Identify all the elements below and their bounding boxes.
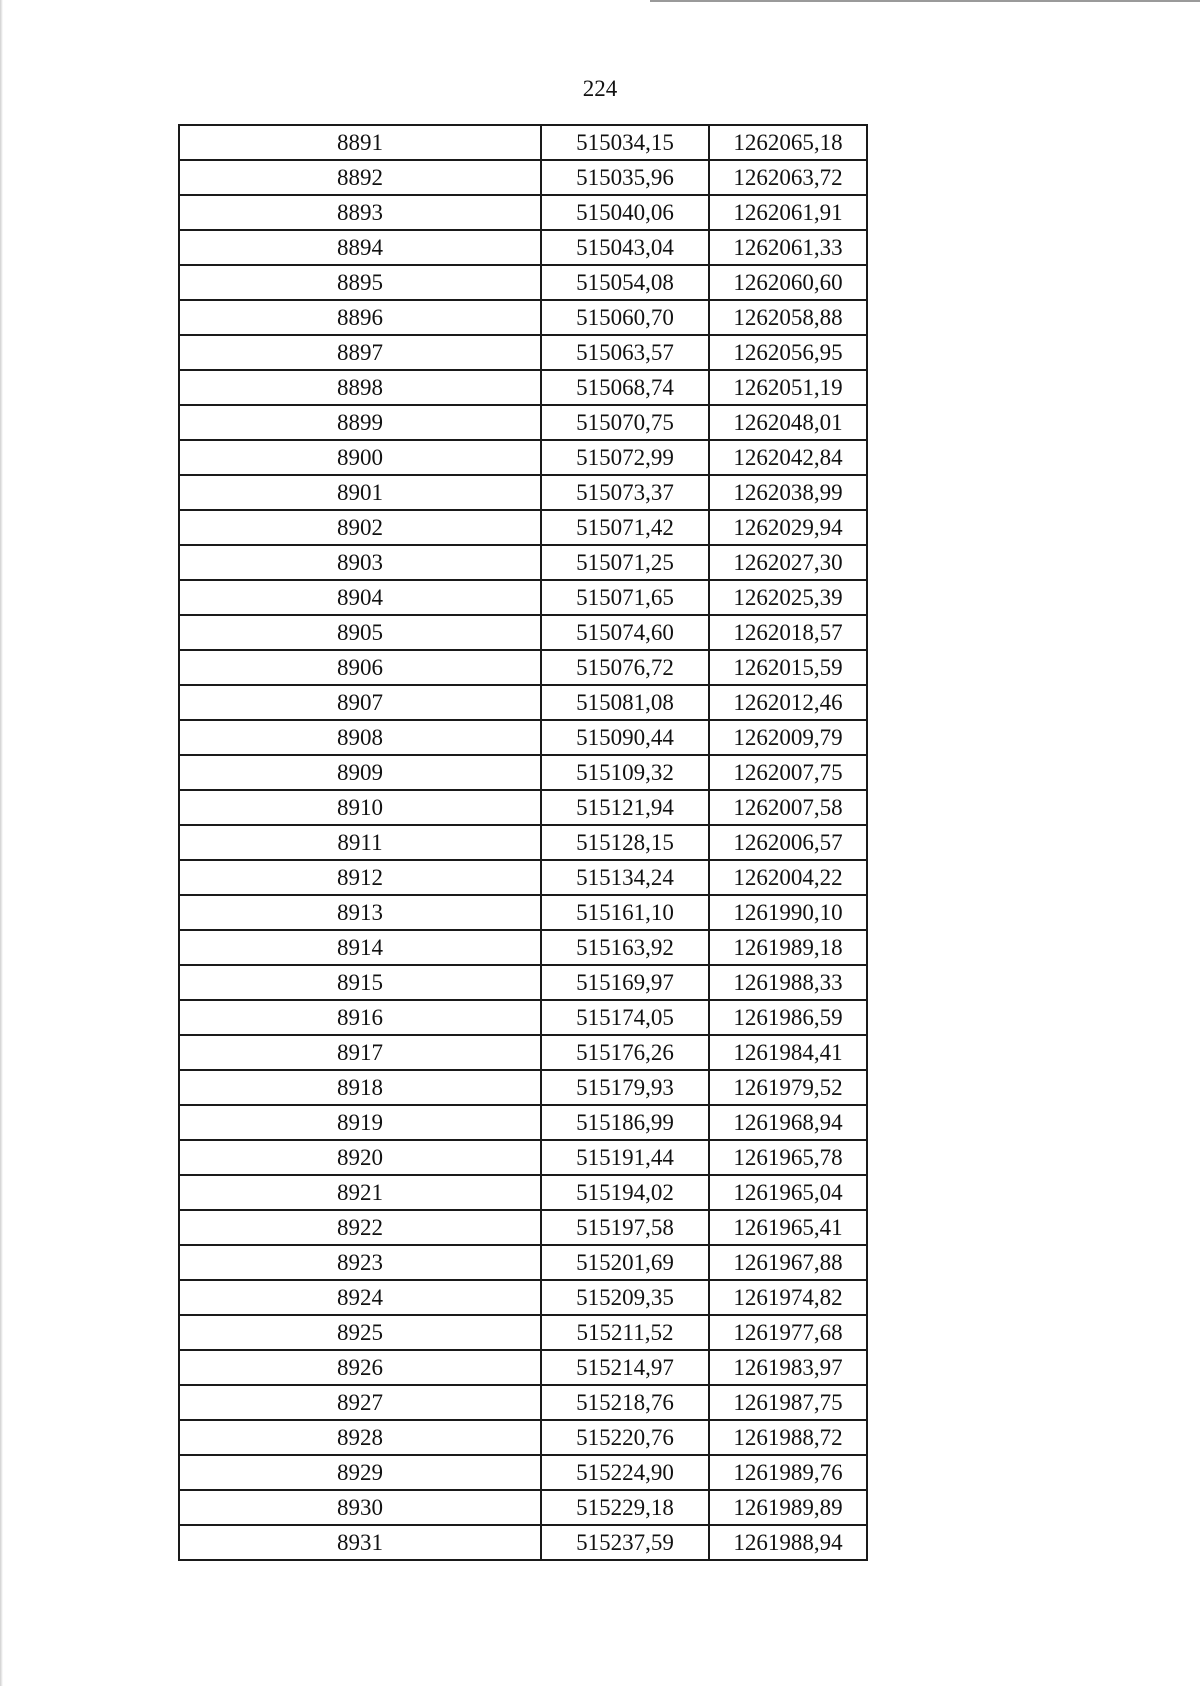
point-number-cell: 8910 bbox=[179, 790, 541, 825]
x-coordinate-cell: 515040,06 bbox=[541, 195, 709, 230]
table-row bbox=[179, 1035, 867, 1070]
point-number-cell: 8898 bbox=[179, 370, 541, 405]
point-number-cell: 8931 bbox=[179, 1525, 541, 1560]
table-row bbox=[179, 965, 867, 1000]
x-coordinate-cell: 515072,99 bbox=[541, 440, 709, 475]
y-coordinate-cell: 1262061,33 bbox=[709, 230, 867, 265]
x-coordinate-cell: 515229,18 bbox=[541, 1490, 709, 1525]
y-coordinate-cell: 1261986,59 bbox=[709, 1000, 867, 1035]
point-number-cell: 8915 bbox=[179, 965, 541, 1000]
table-row bbox=[179, 615, 867, 650]
x-coordinate-cell: 515071,65 bbox=[541, 580, 709, 615]
scan-edge bbox=[0, 0, 3, 1686]
y-coordinate-cell: 1261989,18 bbox=[709, 930, 867, 965]
y-coordinate-cell: 1262056,95 bbox=[709, 335, 867, 370]
table-row bbox=[179, 930, 867, 965]
point-number-cell: 8924 bbox=[179, 1280, 541, 1315]
point-number-cell: 8913 bbox=[179, 895, 541, 930]
table-row bbox=[179, 1175, 867, 1210]
y-coordinate-cell: 1262051,19 bbox=[709, 370, 867, 405]
x-coordinate-cell: 515121,94 bbox=[541, 790, 709, 825]
point-number-cell: 8914 bbox=[179, 930, 541, 965]
x-coordinate-cell: 515209,35 bbox=[541, 1280, 709, 1315]
table-row bbox=[179, 1420, 867, 1455]
x-coordinate-cell: 515194,02 bbox=[541, 1175, 709, 1210]
y-coordinate-cell: 1262012,46 bbox=[709, 685, 867, 720]
point-number-cell: 8909 bbox=[179, 755, 541, 790]
table-row bbox=[179, 790, 867, 825]
y-coordinate-cell: 1262027,30 bbox=[709, 545, 867, 580]
y-coordinate-cell: 1261965,41 bbox=[709, 1210, 867, 1245]
y-coordinate-cell: 1261974,82 bbox=[709, 1280, 867, 1315]
point-number-cell: 8925 bbox=[179, 1315, 541, 1350]
table-row bbox=[179, 1070, 867, 1105]
point-number-cell: 8930 bbox=[179, 1490, 541, 1525]
y-coordinate-cell: 1262007,58 bbox=[709, 790, 867, 825]
x-coordinate-cell: 515068,74 bbox=[541, 370, 709, 405]
table-row bbox=[179, 125, 867, 160]
y-coordinate-cell: 1262061,91 bbox=[709, 195, 867, 230]
x-coordinate-cell: 515035,96 bbox=[541, 160, 709, 195]
y-coordinate-cell: 1261990,10 bbox=[709, 895, 867, 930]
table-row bbox=[179, 1210, 867, 1245]
x-coordinate-cell: 515071,25 bbox=[541, 545, 709, 580]
table-row bbox=[179, 265, 867, 300]
point-number-cell: 8920 bbox=[179, 1140, 541, 1175]
y-coordinate-cell: 1262048,01 bbox=[709, 405, 867, 440]
point-number-cell: 8894 bbox=[179, 230, 541, 265]
y-coordinate-cell: 1261983,97 bbox=[709, 1350, 867, 1385]
point-number-cell: 8921 bbox=[179, 1175, 541, 1210]
table-row bbox=[179, 1280, 867, 1315]
point-number-cell: 8912 bbox=[179, 860, 541, 895]
point-number-cell: 8923 bbox=[179, 1245, 541, 1280]
point-number-cell: 8916 bbox=[179, 1000, 541, 1035]
x-coordinate-cell: 515161,10 bbox=[541, 895, 709, 930]
table-row bbox=[179, 1315, 867, 1350]
y-coordinate-cell: 1261968,94 bbox=[709, 1105, 867, 1140]
table-row bbox=[179, 510, 867, 545]
x-coordinate-cell: 515214,97 bbox=[541, 1350, 709, 1385]
x-coordinate-cell: 515063,57 bbox=[541, 335, 709, 370]
x-coordinate-cell: 515186,99 bbox=[541, 1105, 709, 1140]
table-row bbox=[179, 335, 867, 370]
y-coordinate-cell: 1261965,78 bbox=[709, 1140, 867, 1175]
point-number-cell: 8893 bbox=[179, 195, 541, 230]
table-row bbox=[179, 1245, 867, 1280]
x-coordinate-cell: 515201,69 bbox=[541, 1245, 709, 1280]
x-coordinate-cell: 515197,58 bbox=[541, 1210, 709, 1245]
table-row bbox=[179, 440, 867, 475]
x-coordinate-cell: 515043,04 bbox=[541, 230, 709, 265]
table-row bbox=[179, 300, 867, 335]
x-coordinate-cell: 515076,72 bbox=[541, 650, 709, 685]
x-coordinate-cell: 515070,75 bbox=[541, 405, 709, 440]
point-number-cell: 8928 bbox=[179, 1420, 541, 1455]
table-row bbox=[179, 1525, 867, 1560]
x-coordinate-cell: 515034,15 bbox=[541, 125, 709, 160]
y-coordinate-cell: 1261988,94 bbox=[709, 1525, 867, 1560]
y-coordinate-cell: 1261984,41 bbox=[709, 1035, 867, 1070]
table-row bbox=[179, 230, 867, 265]
x-coordinate-cell: 515179,93 bbox=[541, 1070, 709, 1105]
y-coordinate-cell: 1261967,88 bbox=[709, 1245, 867, 1280]
y-coordinate-cell: 1262058,88 bbox=[709, 300, 867, 335]
table-row bbox=[179, 825, 867, 860]
y-coordinate-cell: 1262006,57 bbox=[709, 825, 867, 860]
y-coordinate-cell: 1262063,72 bbox=[709, 160, 867, 195]
table-row bbox=[179, 195, 867, 230]
y-coordinate-cell: 1262060,60 bbox=[709, 265, 867, 300]
x-coordinate-cell: 515169,97 bbox=[541, 965, 709, 1000]
y-coordinate-cell: 1261977,68 bbox=[709, 1315, 867, 1350]
x-coordinate-cell: 515218,76 bbox=[541, 1385, 709, 1420]
table-row bbox=[179, 755, 867, 790]
x-coordinate-cell: 515237,59 bbox=[541, 1525, 709, 1560]
point-number-cell: 8927 bbox=[179, 1385, 541, 1420]
point-number-cell: 8903 bbox=[179, 545, 541, 580]
y-coordinate-cell: 1262007,75 bbox=[709, 755, 867, 790]
x-coordinate-cell: 515073,37 bbox=[541, 475, 709, 510]
x-coordinate-cell: 515090,44 bbox=[541, 720, 709, 755]
y-coordinate-cell: 1262009,79 bbox=[709, 720, 867, 755]
x-coordinate-cell: 515191,44 bbox=[541, 1140, 709, 1175]
point-number-cell: 8899 bbox=[179, 405, 541, 440]
table-row bbox=[179, 685, 867, 720]
table-row bbox=[179, 580, 867, 615]
x-coordinate-cell: 515134,24 bbox=[541, 860, 709, 895]
y-coordinate-cell: 1261989,76 bbox=[709, 1455, 867, 1490]
point-number-cell: 8907 bbox=[179, 685, 541, 720]
y-coordinate-cell: 1261989,89 bbox=[709, 1490, 867, 1525]
y-coordinate-cell: 1261988,33 bbox=[709, 965, 867, 1000]
page-number: 224 bbox=[582, 76, 618, 101]
y-coordinate-cell: 1261965,04 bbox=[709, 1175, 867, 1210]
point-number-cell: 8901 bbox=[179, 475, 541, 510]
x-coordinate-cell: 515220,76 bbox=[541, 1420, 709, 1455]
point-number-cell: 8895 bbox=[179, 265, 541, 300]
x-coordinate-cell: 515071,42 bbox=[541, 510, 709, 545]
y-coordinate-cell: 1261979,52 bbox=[709, 1070, 867, 1105]
point-number-cell: 8892 bbox=[179, 160, 541, 195]
y-coordinate-cell: 1262042,84 bbox=[709, 440, 867, 475]
y-coordinate-cell: 1262038,99 bbox=[709, 475, 867, 510]
point-number-cell: 8926 bbox=[179, 1350, 541, 1385]
table-row bbox=[179, 1490, 867, 1525]
y-coordinate-cell: 1262015,59 bbox=[709, 650, 867, 685]
table-row bbox=[179, 1350, 867, 1385]
point-number-cell: 8896 bbox=[179, 300, 541, 335]
table-row bbox=[179, 1455, 867, 1490]
coordinates-table bbox=[178, 124, 868, 1561]
x-coordinate-cell: 515054,08 bbox=[541, 265, 709, 300]
table-row bbox=[179, 895, 867, 930]
table-row bbox=[179, 1000, 867, 1035]
y-coordinate-cell: 1262029,94 bbox=[709, 510, 867, 545]
y-coordinate-cell: 1261987,75 bbox=[709, 1385, 867, 1420]
point-number-cell: 8922 bbox=[179, 1210, 541, 1245]
x-coordinate-cell: 515074,60 bbox=[541, 615, 709, 650]
point-number-cell: 8897 bbox=[179, 335, 541, 370]
table-row bbox=[179, 160, 867, 195]
point-number-cell: 8900 bbox=[179, 440, 541, 475]
table-row bbox=[179, 545, 867, 580]
x-coordinate-cell: 515163,92 bbox=[541, 930, 709, 965]
y-coordinate-cell: 1262025,39 bbox=[709, 580, 867, 615]
point-number-cell: 8911 bbox=[179, 825, 541, 860]
x-coordinate-cell: 515060,70 bbox=[541, 300, 709, 335]
point-number-cell: 8902 bbox=[179, 510, 541, 545]
scan-edge-top bbox=[650, 0, 1200, 2]
table-row bbox=[179, 720, 867, 755]
y-coordinate-cell: 1262018,57 bbox=[709, 615, 867, 650]
x-coordinate-cell: 515224,90 bbox=[541, 1455, 709, 1490]
y-coordinate-cell: 1261988,72 bbox=[709, 1420, 867, 1455]
point-number-cell: 8929 bbox=[179, 1455, 541, 1490]
point-number-cell: 8904 bbox=[179, 580, 541, 615]
point-number-cell: 8905 bbox=[179, 615, 541, 650]
point-number-cell: 8917 bbox=[179, 1035, 541, 1070]
table-row bbox=[179, 860, 867, 895]
point-number-cell: 8918 bbox=[179, 1070, 541, 1105]
table-row bbox=[179, 475, 867, 510]
table-row bbox=[179, 1140, 867, 1175]
x-coordinate-cell: 515176,26 bbox=[541, 1035, 709, 1070]
point-number-cell: 8891 bbox=[179, 125, 541, 160]
table-row bbox=[179, 1105, 867, 1140]
point-number-cell: 8908 bbox=[179, 720, 541, 755]
x-coordinate-cell: 515081,08 bbox=[541, 685, 709, 720]
point-number-cell: 8906 bbox=[179, 650, 541, 685]
table-row bbox=[179, 1385, 867, 1420]
table-row bbox=[179, 650, 867, 685]
x-coordinate-cell: 515174,05 bbox=[541, 1000, 709, 1035]
x-coordinate-cell: 515211,52 bbox=[541, 1315, 709, 1350]
y-coordinate-cell: 1262065,18 bbox=[709, 125, 867, 160]
x-coordinate-cell: 515128,15 bbox=[541, 825, 709, 860]
x-coordinate-cell: 515109,32 bbox=[541, 755, 709, 790]
y-coordinate-cell: 1262004,22 bbox=[709, 860, 867, 895]
table-row bbox=[179, 370, 867, 405]
point-number-cell: 8919 bbox=[179, 1105, 541, 1140]
coordinates-table-body bbox=[179, 125, 867, 1560]
table-row bbox=[179, 405, 867, 440]
